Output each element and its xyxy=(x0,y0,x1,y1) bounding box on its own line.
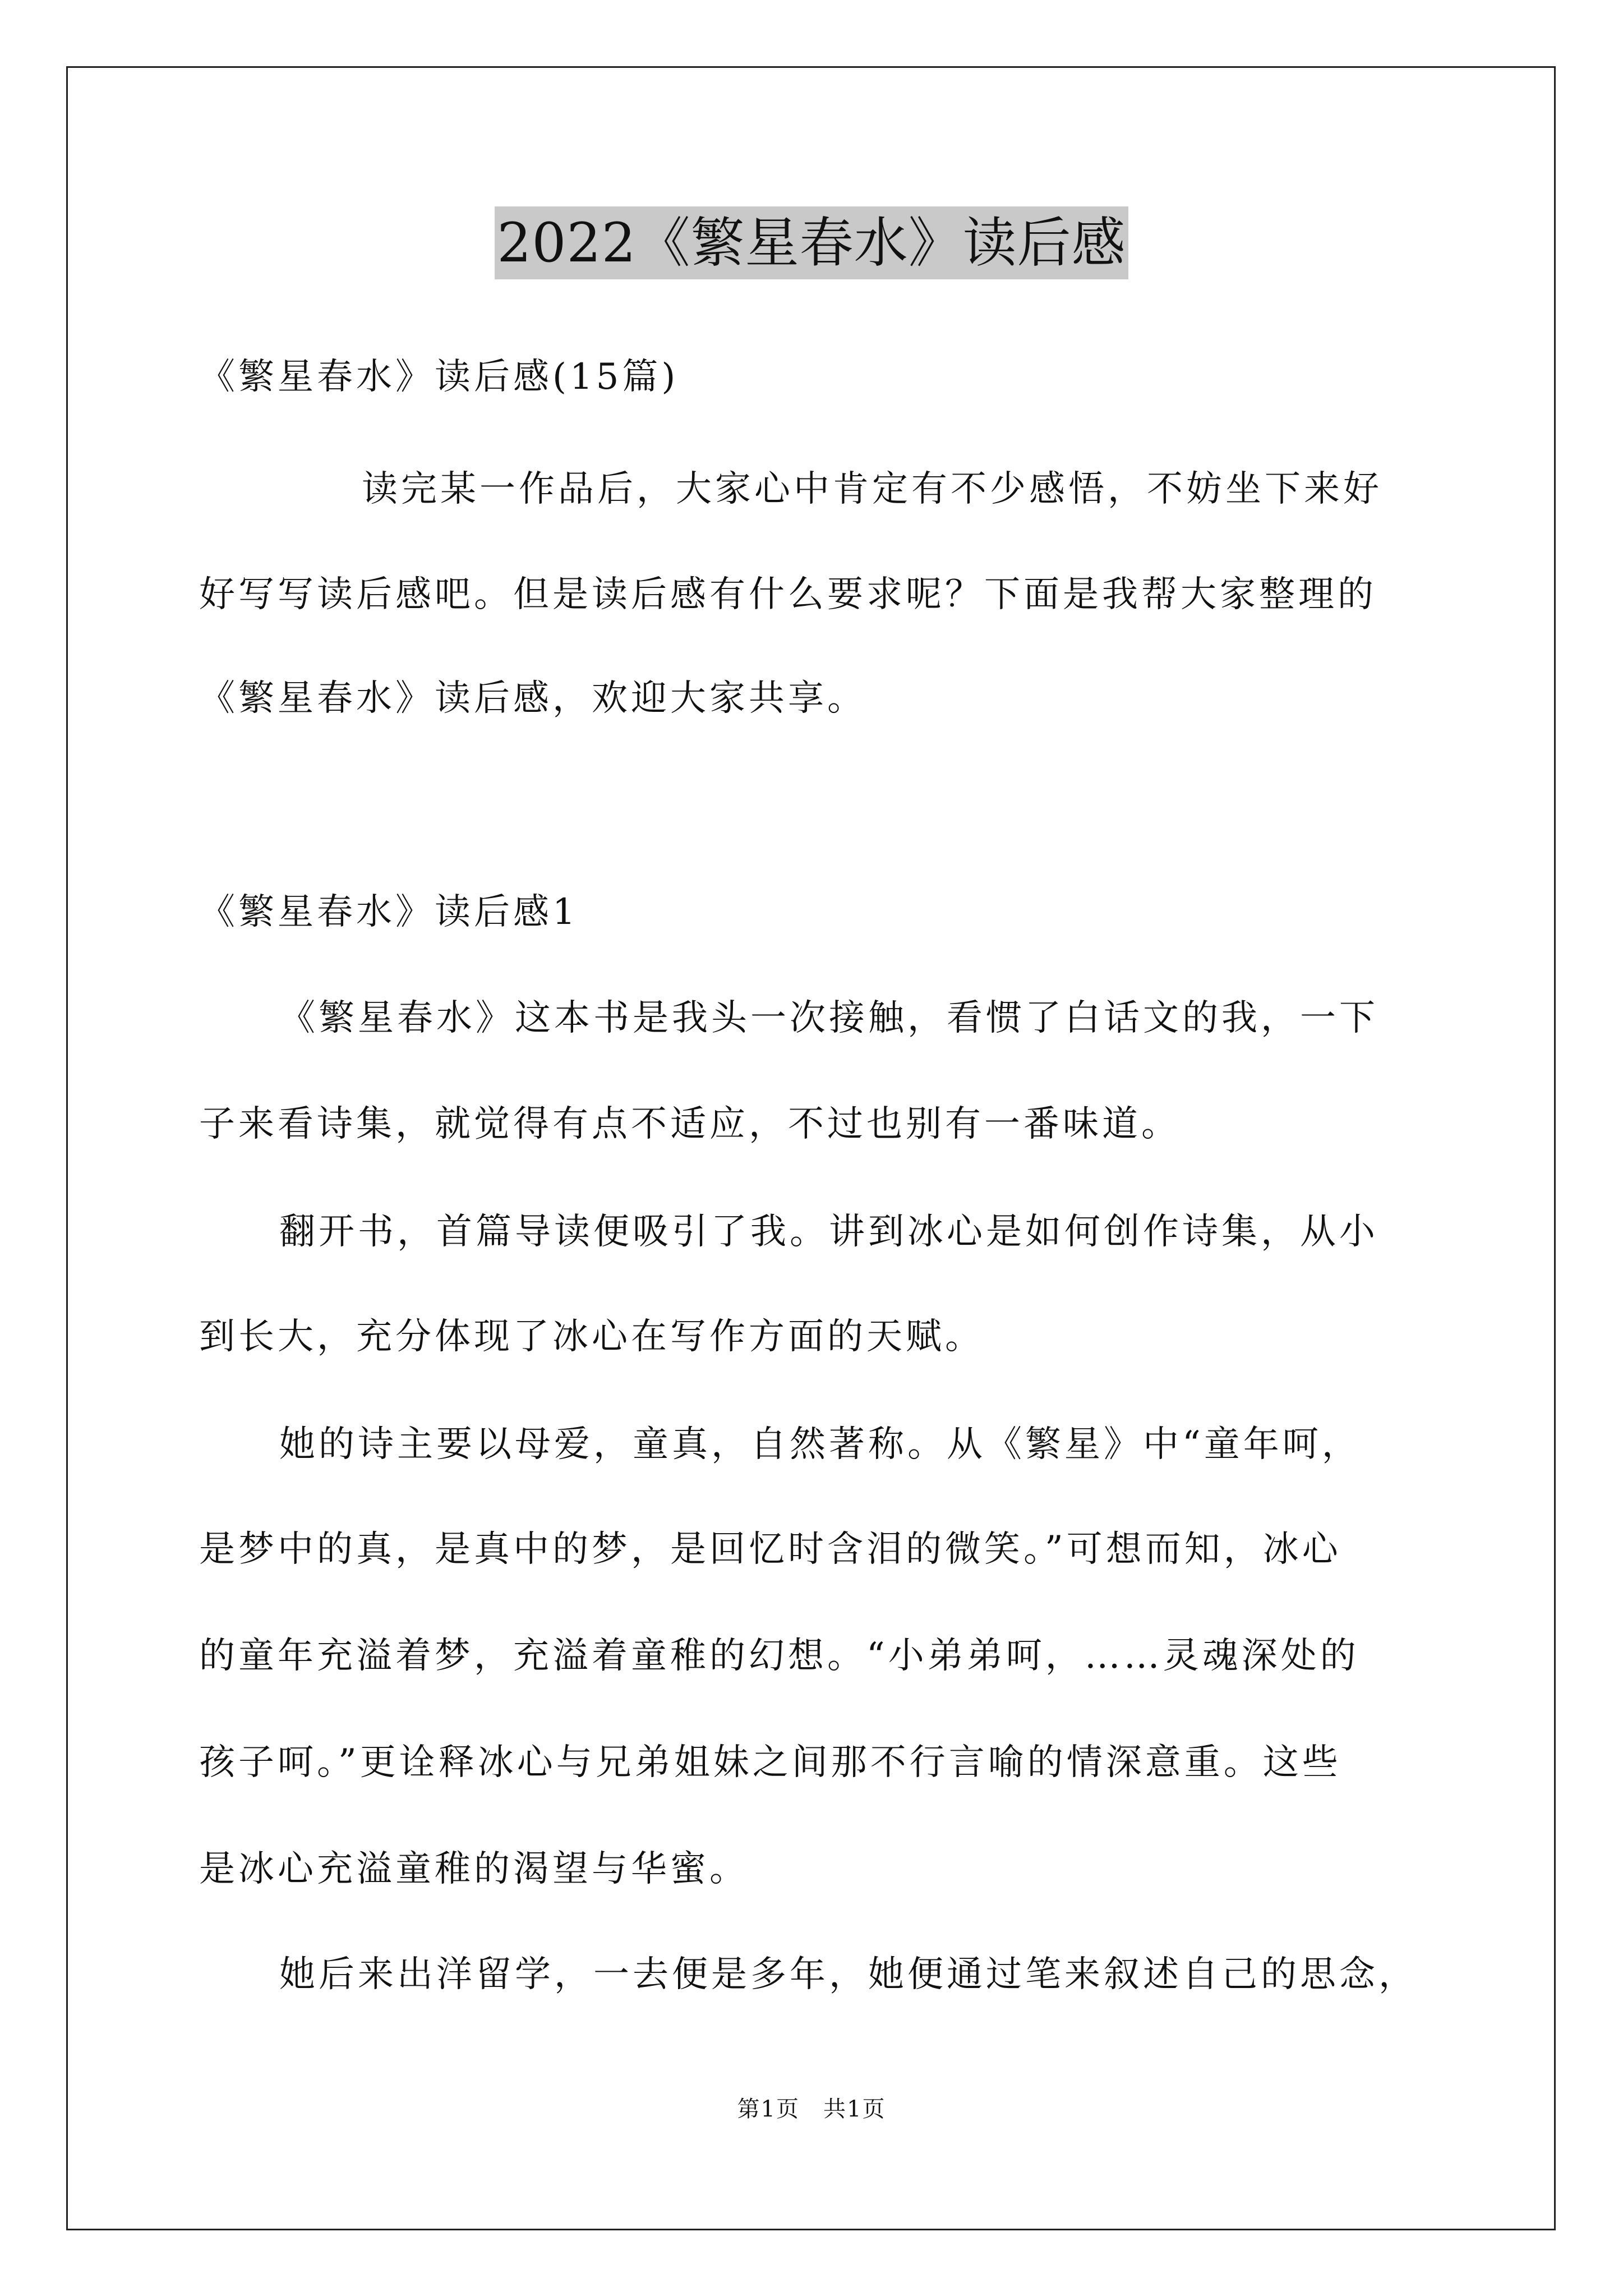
paragraph-line: 的童年充溢着梦，充溢着童稚的幻想。“小弟弟呵，……灵魂深处的 xyxy=(199,1635,1359,1677)
title-container xyxy=(0,206,1623,279)
intro-line: 《繁星春水》读后感，欢迎大家共享。 xyxy=(199,678,866,719)
intro-line: 好写写读后感吧。但是读后感有什么要求呢？下面是我帮大家整理的 xyxy=(199,574,1377,615)
paragraph-line: 是梦中的真，是真中的梦，是回忆时含泪的微笑。”可想而知，冰心 xyxy=(199,1529,1341,1570)
paragraph-line: 孩子呵。”更诠释冰心与兄弟姐妹之间那不行言喻的情深意重。这些 xyxy=(199,1742,1341,1783)
paragraph-line: 翻开书，首篇导读便吸引了我。讲到冰心是如何创作诗集，从小 xyxy=(279,1211,1378,1253)
page-footer: 第1页 共1页 xyxy=(737,2096,886,2122)
section-heading: 《繁星春水》读后感1 xyxy=(199,891,579,933)
document-title: 2022《繁星春水》读后感 xyxy=(495,206,1128,279)
paragraph-line: 到长大，充分体现了冰心在写作方面的天赋。 xyxy=(199,1316,984,1358)
paragraph-line: 她的诗主要以母爱，童真，自然著称。从《繁星》中“童年呵， xyxy=(279,1424,1361,1465)
paragraph-line: 是冰心充溢童稚的渴望与华蜜。 xyxy=(199,1848,749,1890)
paragraph-line: 《繁星春水》这本书是我头一次接触，看惯了白话文的我，一下 xyxy=(279,997,1378,1039)
paragraph-line: 她后来出洋留学，一去便是多年，她便通过笔来叙述自己的思念， xyxy=(279,1954,1418,1995)
intro-line: 读完某一作品后，大家心中肯定有不少感悟，不妨坐下来好 xyxy=(362,468,1382,510)
paragraph-line: 子来看诗集，就觉得有点不适应，不过也别有一番味道。 xyxy=(199,1103,1181,1145)
document-subtitle: 《繁星春水》读后感(15篇) xyxy=(199,356,679,398)
